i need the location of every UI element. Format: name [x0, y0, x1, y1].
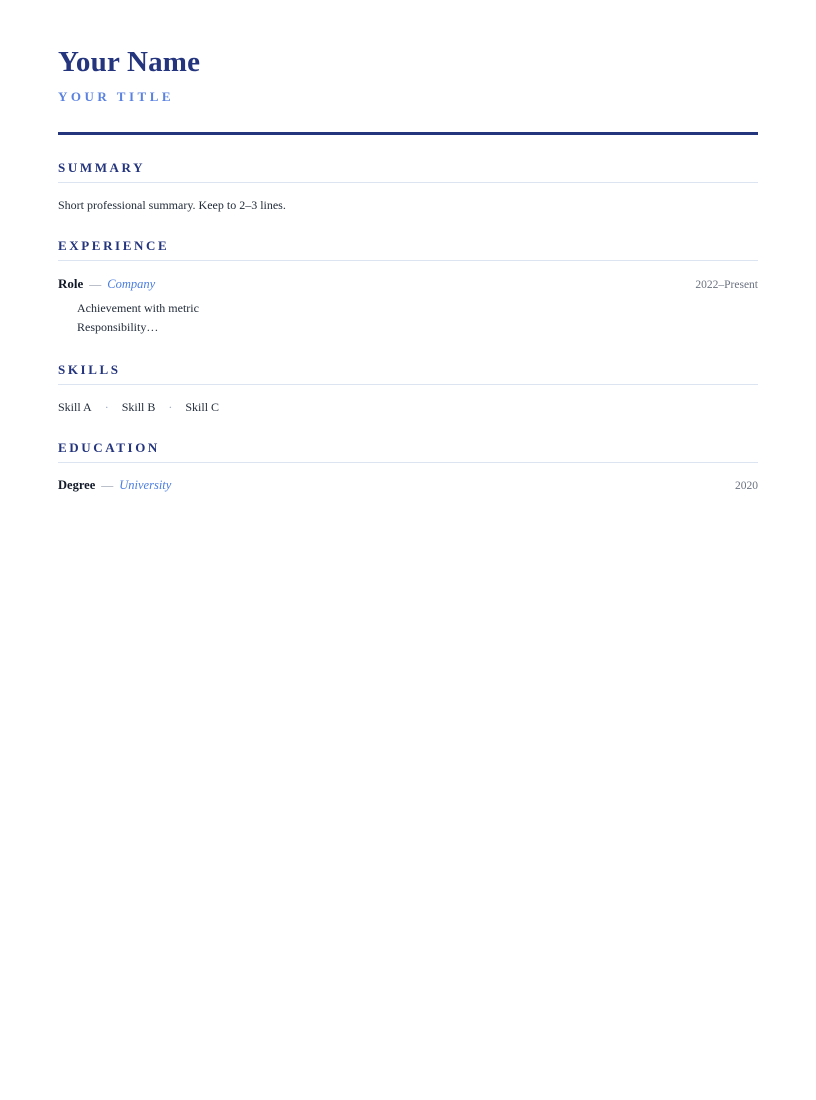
experience-entry	[58, 276, 758, 337]
summary-heading: SUMMARY	[58, 160, 146, 175]
skills-list	[58, 400, 758, 415]
section-skills	[58, 362, 758, 415]
header-divider	[58, 132, 758, 135]
education-entry	[58, 478, 758, 493]
summary-divider	[58, 182, 758, 183]
education-divider	[58, 462, 758, 463]
experience-entry-row	[58, 276, 758, 292]
summary-text: Short professional summary. Keep to 2–3 lines.	[58, 198, 286, 212]
resume-header	[58, 48, 758, 135]
experience-entry-left	[58, 276, 155, 292]
degree-school-dash: —	[101, 478, 114, 492]
skill-separator: ·	[168, 400, 173, 414]
bullet-line: Achievement with metric	[77, 301, 199, 315]
experience-divider	[58, 260, 758, 261]
section-education	[58, 440, 758, 493]
skills-heading: SKILLS	[58, 362, 121, 377]
university-link[interactable]: University	[119, 478, 172, 492]
degree-text: Degree	[58, 478, 96, 492]
education-entry-row	[58, 478, 758, 493]
skill-item: Skill B	[121, 400, 156, 414]
skills-divider	[58, 384, 758, 385]
resume-page	[0, 0, 816, 493]
experience-bullets	[58, 299, 758, 337]
role-company-dash: —	[89, 277, 102, 291]
section-summary	[58, 160, 758, 213]
skill-separator: ·	[104, 400, 109, 414]
section-experience	[58, 238, 758, 337]
skill-item: Skill C	[185, 400, 220, 414]
resume-name: Your Name	[58, 46, 201, 78]
experience-heading: EXPERIENCE	[58, 238, 170, 253]
education-entry-left	[58, 478, 171, 493]
education-year: 2020	[735, 480, 758, 492]
role-text: Role	[58, 276, 84, 291]
bullet-line: Responsibility…	[77, 320, 159, 334]
education-heading: EDUCATION	[58, 440, 160, 455]
resume-title: YOUR TITLE	[58, 89, 175, 104]
skill-item: Skill A	[58, 400, 92, 414]
company-link[interactable]: Company	[107, 277, 156, 291]
experience-dates: 2022–Present	[695, 279, 758, 291]
